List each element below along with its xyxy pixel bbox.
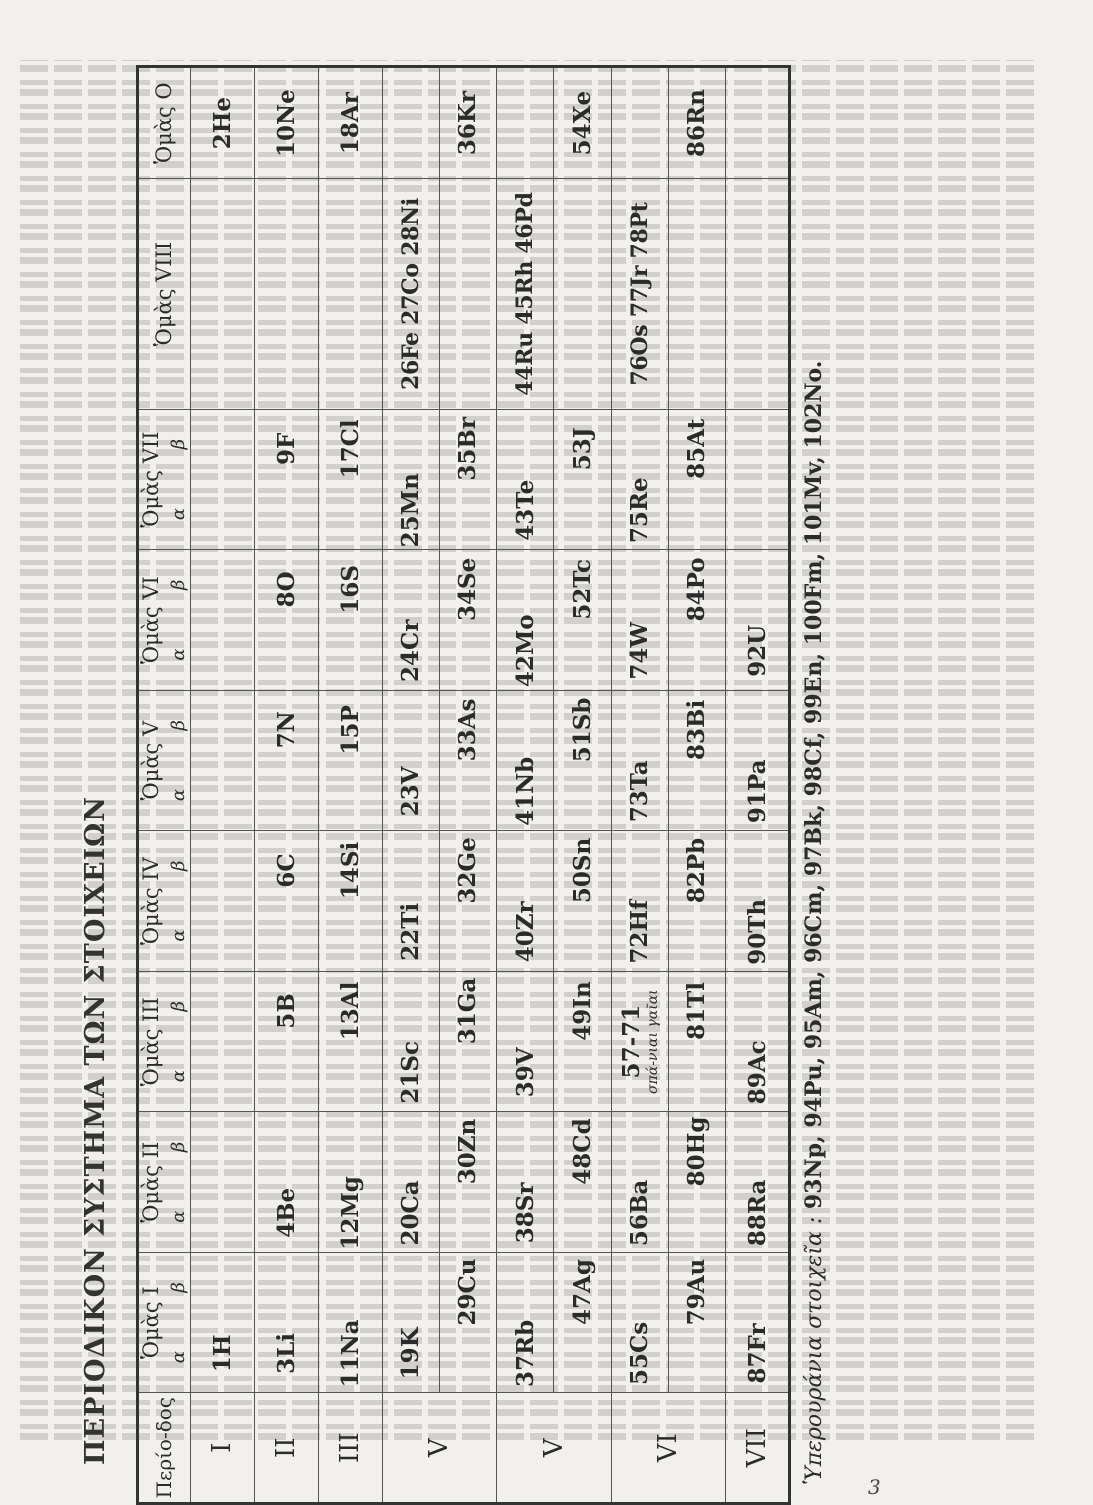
element-symbol-a: 24Cr <box>397 619 425 682</box>
element-symbol-b <box>497 1253 553 1331</box>
noble-gas-cell <box>668 67 725 179</box>
element-cell <box>668 831 725 972</box>
element-symbol-b: 9F <box>272 432 300 466</box>
element-symbol-a: 89Ac <box>743 1040 771 1105</box>
element-cell <box>382 550 439 691</box>
element-symbol-b: 15P <box>336 705 364 755</box>
element-cell <box>318 550 382 691</box>
element-cell <box>382 971 439 1112</box>
element-cell <box>497 971 554 1112</box>
group-viii-elements: 26Fe 27Co 28Ni <box>397 197 424 391</box>
element-cell <box>318 971 382 1112</box>
element-symbol-b <box>319 1253 382 1331</box>
element-symbol-b <box>612 691 668 769</box>
element-cell <box>554 550 611 691</box>
element-symbol-b <box>383 410 439 488</box>
element-symbol-a: 55Cs <box>626 1321 654 1386</box>
element-symbol-b <box>726 1253 788 1331</box>
element-symbol-b: 52Tc <box>568 559 596 620</box>
element-symbol-b: 14Si <box>336 841 364 900</box>
element-cell <box>726 1252 790 1393</box>
element-cell <box>254 971 318 1112</box>
rotated-page-content <box>66 65 886 1505</box>
table-row <box>190 67 254 1504</box>
element-symbol-b: 32Ge <box>454 837 482 904</box>
element-cell <box>554 409 611 550</box>
element-symbol-b <box>497 831 553 909</box>
header-group <box>138 1112 191 1253</box>
group-viii-cell <box>726 179 790 410</box>
element-symbol-b <box>191 831 254 909</box>
header-group: Ὁμὰς VIII <box>138 179 191 410</box>
group-viii-cell <box>668 179 725 410</box>
element-cell <box>254 1252 318 1393</box>
element-cell <box>668 1252 725 1393</box>
element-cell <box>439 1112 496 1253</box>
period-label: V <box>497 1393 612 1504</box>
element-symbol-b <box>191 1112 254 1190</box>
group-viii-elements: 76Os 77Jr 78Pt <box>626 202 653 386</box>
element-symbol-b <box>726 972 788 1050</box>
element-symbol-b: 30Zn <box>454 1118 482 1185</box>
element-cell <box>726 971 790 1112</box>
element-symbol-b <box>726 691 788 769</box>
noble-gas-symbol: 86Rn <box>683 89 711 158</box>
group-viii-cell <box>254 179 318 410</box>
element-symbol-b: 79Au <box>683 1258 711 1326</box>
element-symbol-a: 22Ti <box>397 902 425 961</box>
header-group-label: Ὁμὰς I <box>139 1286 163 1360</box>
group-viii-elements <box>319 179 382 409</box>
element-symbol-a: 23V <box>397 766 425 817</box>
element-cell <box>254 409 318 550</box>
element-symbol-b: 34Se <box>454 557 482 621</box>
page-title: ΠΕΡΙΟΔΙΚΟΝ ΣΥΣΤΗΜΑ ΤΩΝ ΣΤΟΙΧΕΙΩΝ <box>80 796 111 1465</box>
rare-earths-note: σπά-νιαι γαῖαι <box>644 989 661 1094</box>
element-symbol-b <box>383 1253 439 1331</box>
element-cell <box>497 409 554 550</box>
element-symbol-a: 37Rb <box>511 1319 539 1388</box>
element-symbol-b <box>497 691 553 769</box>
transuranic-footnote <box>801 361 827 1485</box>
element-symbol-b <box>612 1253 668 1331</box>
header-group <box>138 409 191 550</box>
noble-gas-symbol <box>383 68 439 178</box>
element-cell <box>382 1252 439 1393</box>
subgroup-b: β <box>168 720 190 731</box>
element-cell <box>318 1112 382 1253</box>
element-symbol-b: 8O <box>272 571 300 608</box>
periodic-table <box>136 65 791 1505</box>
element-symbol-b: 6C <box>272 853 300 888</box>
subgroup-a: α <box>168 1210 190 1223</box>
group-viii-elements <box>191 179 254 409</box>
element-cell <box>382 690 439 831</box>
element-cell <box>190 971 254 1112</box>
element-symbol-b: 80Hg <box>683 1116 711 1187</box>
table-row <box>382 67 439 1504</box>
group-viii-cell <box>554 179 611 410</box>
element-cell <box>668 1112 725 1253</box>
element-cell <box>190 409 254 550</box>
table-row <box>318 67 382 1504</box>
element-symbol-b <box>497 410 553 488</box>
element-cell <box>497 1252 554 1393</box>
element-cell <box>382 409 439 550</box>
page-number: 3 <box>868 1475 881 1499</box>
element-cell <box>382 831 439 972</box>
element-symbol-b <box>497 1112 553 1190</box>
element-symbol-a: 73Ta <box>626 760 654 823</box>
element-symbol-a: 19K <box>397 1327 425 1380</box>
element-symbol-b <box>726 410 788 488</box>
header-period: Περίο-δος <box>138 1393 191 1504</box>
element-cell <box>554 690 611 831</box>
element-symbol-a: 56Ba <box>626 1179 654 1247</box>
element-symbol-a: 42Mo <box>511 614 539 688</box>
table-row <box>254 67 318 1504</box>
group-viii-elements <box>440 179 496 409</box>
element-cell <box>611 1252 668 1393</box>
element-cell <box>190 1252 254 1393</box>
element-cell <box>726 831 790 972</box>
element-symbol-b: 13Al <box>336 981 364 1041</box>
table-row <box>611 67 668 1504</box>
element-symbol-a: 12Mg <box>336 1176 364 1250</box>
noble-gas-cell <box>611 67 668 179</box>
element-symbol-a: 91Pa <box>743 759 771 824</box>
element-symbol-b: 29Cu <box>454 1258 482 1326</box>
element-cell <box>254 1112 318 1253</box>
element-cell <box>439 550 496 691</box>
header-group: Ὁμὰς O <box>138 67 191 179</box>
group-viii-cell <box>318 179 382 410</box>
element-cell <box>254 831 318 972</box>
group-viii-elements <box>669 179 725 409</box>
element-symbol-b <box>383 550 439 628</box>
element-cell <box>611 971 668 1112</box>
group-viii-cell <box>190 179 254 410</box>
element-symbol-b <box>497 550 553 628</box>
element-symbol-a: 39V <box>511 1047 539 1098</box>
period-label: V <box>382 1393 497 1504</box>
noble-gas-cell <box>382 67 439 179</box>
subgroup-a: α <box>168 1070 190 1083</box>
element-cell <box>726 1112 790 1253</box>
noble-gas-cell <box>318 67 382 179</box>
element-symbol-b: 53J <box>568 427 596 471</box>
element-symbol-b <box>319 1112 382 1190</box>
element-symbol-b: 16S <box>336 565 364 614</box>
group-viii-cell <box>611 179 668 410</box>
noble-gas-symbol: 36Kr <box>454 91 482 156</box>
footnote-elements: 93Np, 94Pu, 95Am, 96Cm, 97Bk, 98Cf, 99En, 100Fm, 101Mv, 102No. <box>801 360 827 1210</box>
element-symbol-b: 81Tl <box>683 982 711 1040</box>
table-row <box>726 67 790 1504</box>
element-cell <box>497 831 554 972</box>
group-viii-cell <box>497 179 554 410</box>
element-cell <box>726 690 790 831</box>
element-cell <box>439 409 496 550</box>
period-label: III <box>318 1393 382 1504</box>
element-symbol-b: 49In <box>568 981 596 1041</box>
header-group-label: Ὁμὰς III <box>139 997 163 1087</box>
element-cell <box>318 1252 382 1393</box>
header-group <box>138 1252 191 1393</box>
subgroup-b: β <box>168 1141 190 1153</box>
period-label: I <box>190 1393 254 1504</box>
element-cell <box>726 550 790 691</box>
element-cell <box>318 690 382 831</box>
header-group <box>138 971 191 1112</box>
element-cell <box>190 831 254 972</box>
group-viii-elements: 44Ru 45Rh 46Pd <box>512 192 539 396</box>
element-symbol-b <box>255 1253 318 1331</box>
element-cell <box>611 690 668 831</box>
element-cell <box>497 550 554 691</box>
table-row <box>497 67 554 1504</box>
element-cell <box>254 690 318 831</box>
element-symbol-b: 17Cl <box>336 419 364 479</box>
element-symbol-b: 83Bi <box>683 699 711 760</box>
element-symbol-b: 82Pb <box>683 837 711 904</box>
element-cell <box>668 971 725 1112</box>
element-symbol-b <box>612 831 668 909</box>
element-cell <box>439 971 496 1112</box>
noble-gas-cell <box>497 67 554 179</box>
noble-gas-symbol <box>612 68 668 178</box>
header-group-label: Ὁμὰς II <box>139 1141 163 1223</box>
header-group <box>138 690 191 831</box>
subgroup-b: β <box>168 1282 190 1293</box>
element-symbol-a: 72Hf <box>626 900 654 964</box>
element-cell <box>254 550 318 691</box>
element-symbol-a: 41Nb <box>511 756 539 826</box>
header-group <box>138 550 191 691</box>
noble-gas-cell <box>439 67 496 179</box>
element-symbol-b <box>383 1112 439 1190</box>
noble-gas-cell <box>554 67 611 179</box>
element-cell <box>668 690 725 831</box>
header-group-label: Ὁμὰς VII <box>139 431 163 528</box>
group-viii-elements <box>554 179 610 409</box>
element-cell <box>726 409 790 550</box>
noble-gas-symbol: 54Xe <box>568 90 596 156</box>
element-cell <box>554 971 611 1112</box>
element-symbol-b <box>191 1253 254 1331</box>
element-cell <box>611 550 668 691</box>
element-symbol-b <box>612 1112 668 1190</box>
element-cell <box>382 1112 439 1253</box>
element-symbol-b: 47Ag <box>568 1259 596 1325</box>
element-cell <box>497 1112 554 1253</box>
element-symbol-b <box>191 410 254 488</box>
element-symbol-b: 35Br <box>454 417 482 481</box>
subgroup-b: β <box>168 439 190 450</box>
header-group-label: Ὁμὰς VI <box>139 576 163 664</box>
noble-gas-symbol: 10Ne <box>272 89 300 157</box>
element-symbol-b: 7N <box>272 711 300 749</box>
element-cell <box>190 1112 254 1253</box>
element-cell <box>554 1112 611 1253</box>
group-viii-elements <box>255 179 318 409</box>
element-symbol-b: 51Sb <box>568 697 596 763</box>
element-cell <box>497 690 554 831</box>
element-cell <box>668 409 725 550</box>
element-symbol-a: 25Mn <box>397 473 425 548</box>
element-symbol-b <box>383 691 439 769</box>
element-symbol-b <box>191 550 254 628</box>
group-viii-cell <box>382 179 439 410</box>
element-cell <box>554 1252 611 1393</box>
noble-gas-symbol: 18Ar <box>336 92 364 155</box>
element-symbol-a: 75Re <box>626 477 654 544</box>
element-symbol-b <box>612 410 668 488</box>
noble-gas-symbol <box>497 68 553 178</box>
footnote-label: Ὑπερουράνια στοιχεῖα : <box>802 1216 827 1485</box>
period-label: VI <box>611 1393 726 1504</box>
element-cell <box>439 1252 496 1393</box>
element-symbol-b: 85At <box>683 418 711 479</box>
element-symbol-a: 20Ca <box>397 1180 425 1246</box>
element-cell <box>439 690 496 831</box>
element-symbol-a: 21Sc <box>397 1041 425 1104</box>
element-symbol-b <box>383 972 439 1050</box>
element-symbol-a: 3Li <box>272 1332 300 1374</box>
element-cell <box>668 550 725 691</box>
group-viii-cell <box>439 179 496 410</box>
subgroup-b: β <box>168 860 190 872</box>
element-symbol-a: 90Th <box>743 898 771 965</box>
table-row <box>439 67 496 1504</box>
element-symbol-b <box>383 831 439 909</box>
element-symbol-b <box>726 550 788 628</box>
element-symbol-b <box>726 831 788 909</box>
subgroup-b: β <box>168 579 190 590</box>
element-symbol-a: 38Sr <box>511 1182 539 1244</box>
noble-gas-symbol <box>726 68 788 178</box>
element-symbol-b <box>191 972 254 1050</box>
element-symbol-b <box>726 1112 788 1190</box>
element-cell <box>554 831 611 972</box>
header-group <box>138 831 191 972</box>
subgroup-a: α <box>168 507 190 521</box>
subgroup-a: α <box>168 1351 190 1364</box>
element-symbol-b: 48Cd <box>568 1118 596 1185</box>
element-cell <box>439 831 496 972</box>
group-viii-elements <box>726 179 788 409</box>
element-cell <box>611 409 668 550</box>
element-symbol-a: 1H <box>208 1334 236 1373</box>
subgroup-a: α <box>168 929 190 942</box>
subgroup-b: β <box>168 1001 190 1012</box>
lanthanides-range: 57-71 <box>617 1004 645 1079</box>
element-cell <box>318 831 382 972</box>
table-row <box>554 67 611 1504</box>
noble-gas-cell <box>190 67 254 179</box>
element-symbol-a: 87Fr <box>743 1323 771 1384</box>
header-group-label: Ὁμὰς V <box>139 720 163 801</box>
noble-gas-cell <box>254 67 318 179</box>
element-symbol-b <box>497 972 553 1050</box>
element-cell <box>611 831 668 972</box>
element-symbol-a: 74W <box>626 621 654 680</box>
element-symbol-a: 11Na <box>336 1319 364 1388</box>
element-cell <box>190 550 254 691</box>
noble-gas-cell <box>726 67 790 179</box>
element-symbol-a: 88Ra <box>743 1179 771 1247</box>
element-symbol-b <box>255 1112 318 1190</box>
element-symbol-a: 43Te <box>511 479 539 541</box>
element-cell <box>190 690 254 831</box>
element-cell <box>611 1112 668 1253</box>
element-symbol-b: 50Sn <box>568 837 596 904</box>
noble-gas-symbol: 2He <box>208 96 236 150</box>
subgroup-a: α <box>168 788 190 802</box>
header-group-label: Ὁμὰς IV <box>139 857 163 946</box>
element-symbol-b: 33As <box>454 698 482 762</box>
period-label: II <box>254 1393 318 1504</box>
element-symbol-b <box>612 550 668 628</box>
element-symbol-b <box>191 691 254 769</box>
element-symbol-a: 92U <box>743 624 771 677</box>
period-label: VII <box>726 1393 790 1504</box>
subgroup-a: α <box>168 648 190 661</box>
table-row <box>668 67 725 1504</box>
element-symbol-a: 4Be <box>272 1187 300 1238</box>
element-symbol-b: 84Po <box>683 557 711 622</box>
element-cell <box>318 409 382 550</box>
element-symbol-a: 40Zr <box>511 901 539 963</box>
element-symbol-b: 5B <box>272 993 300 1029</box>
element-symbol-b: 31Ga <box>454 977 482 1045</box>
